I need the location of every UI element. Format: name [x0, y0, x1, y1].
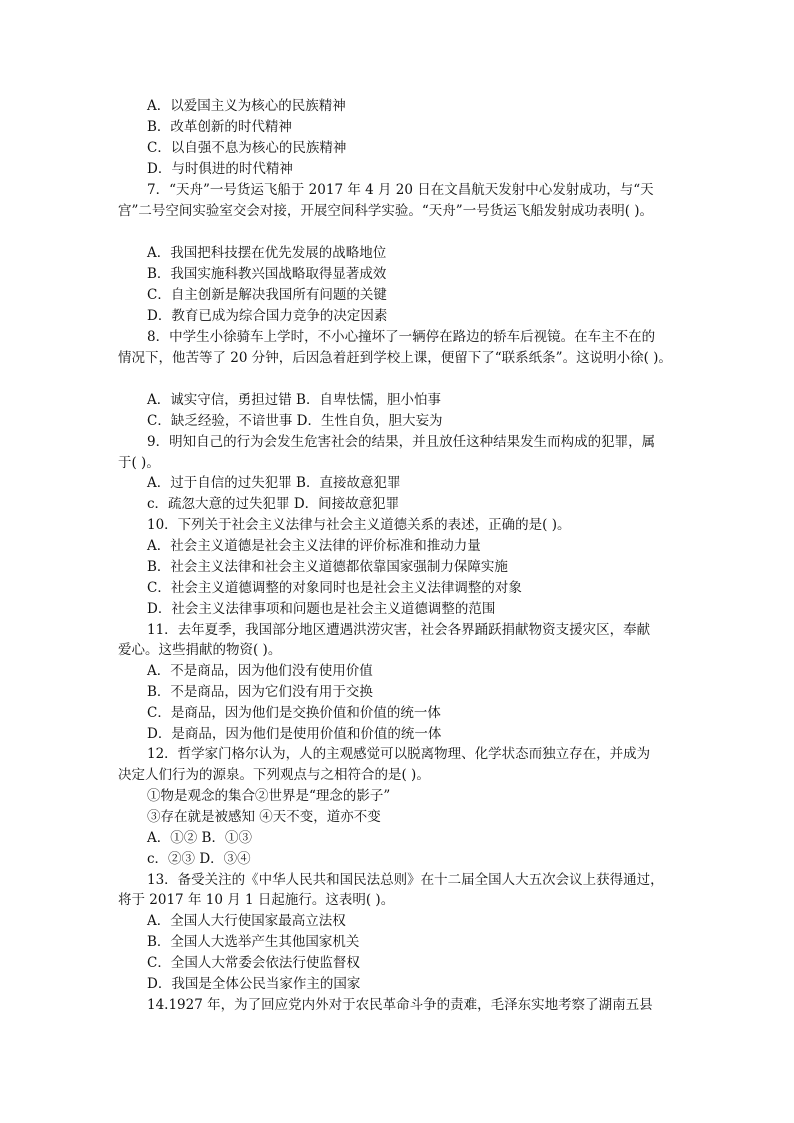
q10-option-b: B．社会主义法律和社会主义道德都依靠国家强制力保障实施 — [147, 559, 508, 575]
q11-stem-line-2: 爱心。这些捐献的物资( )。 — [118, 642, 282, 658]
q7-option-c: C．自主创新是解决我国所有问题的关键 — [147, 287, 387, 303]
q7-option-a: A．我国把科技摆在优先发展的战略地位 — [147, 245, 387, 261]
q13-stem-line-1: 13．备受关注的《中华人民共和国民法总则》在十二届全国人大五次会议上获得通过， — [147, 872, 664, 888]
q13-option-c: C．全国人大常委会依法行使监督权 — [147, 955, 360, 971]
q9-stem-line-2: 于( )。 — [118, 455, 160, 471]
q6-option-c: C．以自强不息为核心的民族精神 — [147, 140, 347, 156]
q10-option-c: C．社会主义道德调整的对象同时也是社会主义法律调整的对象 — [147, 580, 522, 596]
q8-stem-line-2: 情况下，他苦等了 20 分钟，后因急着赶到学校上课，便留下了“联系纸条”。这说明小徐( )。 — [118, 350, 672, 366]
q13-option-a: A．全国人大行使国家最高立法权 — [147, 913, 346, 929]
q10-option-a: A．社会主义道德是社会主义法律的评价标准和推动力量 — [147, 538, 481, 554]
q12-statements-3-4: ③存在就是被感知 ④天不变，道亦不变 — [147, 809, 381, 825]
q11-option-d: D．是商品，因为他们是使用价值和价值的统一体 — [147, 726, 442, 742]
q13-stem-line-2: 将于 2017 年 10 月 1 日起施行。这表明( )。 — [118, 892, 395, 908]
q11-option-c: C．是商品，因为他们是交换价值和价值的统一体 — [147, 705, 441, 721]
q7-option-d: D．教育已成为综合国力竞争的决定因素 — [147, 308, 388, 324]
q6-option-b: B．改革创新的时代精神 — [147, 119, 292, 135]
q13-option-d: D．我国是全体公民当家作主的国家 — [147, 976, 361, 992]
q11-option-a: A．不是商品，因为他们没有使用价值 — [147, 663, 373, 679]
q9-options-ab: A．过于自信的过失犯罪 B．直接故意犯罪 — [147, 475, 401, 491]
q13-option-b: B．全国人大选举产生其他国家机关 — [147, 934, 360, 950]
q14-stem-line-1: 14.1927 年，为了回应党内外对于农民革命斗争的责难，毛泽东实地考察了湖南五县 — [147, 997, 653, 1013]
q12-options-cd: c．②③ D．③④ — [147, 851, 251, 867]
q12-stem-line-2: 决定人们行为的源泉。下列观点与之相符合的是( )。 — [118, 767, 430, 783]
q8-options-ab: A．诚实守信，勇担过错 B．自卑怯懦，胆小怕事 — [147, 392, 441, 408]
q11-stem-line-1: 11．去年夏季，我国部分地区遭遇洪涝灾害，社会各界踊跃捐献物资支援灾区，奉献 — [147, 622, 651, 638]
q7-stem-line-2: 宫”二号空间实验室交会对接，开展空间科学实验。“天舟”一号货运飞船发射成功表明( )。 — [118, 203, 654, 219]
q12-statements-1-2: ①物是观念的集合②世界是“理念的影子” — [147, 788, 391, 804]
q10-stem: 10．下列关于社会主义法律与社会主义道德关系的表述，正确的是( )。 — [147, 517, 571, 533]
q11-option-b: B．不是商品，因为它们没有用于交换 — [147, 684, 373, 700]
q9-options-cd: c．疏忽大意的过失犯罪 D．间接故意犯罪 — [147, 496, 400, 512]
q8-options-cd: C．缺乏经验，不谙世事 D．生性自负，胆大妄为 — [147, 413, 443, 429]
q12-stem-line-1: 12．哲学家门格尔认为，人的主观感觉可以脱离物理、化学状态而独立存在，并成为 — [147, 746, 651, 762]
q7-stem-line-1: 7．“天舟”一号货运飞船于 2017 年 4 月 20 日在文昌航天发射中心发射成功，与“天 — [147, 182, 654, 198]
q10-option-d: D．社会主义法律事项和问题也是社会主义道德调整的范围 — [147, 601, 496, 617]
q12-options-ab: A．①② B．①③ — [147, 830, 252, 846]
q8-stem-line-1: 8．中学生小徐骑车上学时，不小心撞坏了一辆停在路边的轿车后视镜。在车主不在的 — [147, 329, 656, 345]
q9-stem-line-1: 9．明知自己的行为会发生危害社会的结果，并且放任这种结果发生而构成的犯罪，属 — [147, 434, 656, 450]
q6-option-d: D．与时俱进的时代精神 — [147, 161, 293, 177]
q7-option-b: B．我国实施科教兴国战略取得显著成效 — [147, 266, 387, 282]
q6-option-a: A．以爱国主义为核心的民族精神 — [147, 98, 346, 114]
